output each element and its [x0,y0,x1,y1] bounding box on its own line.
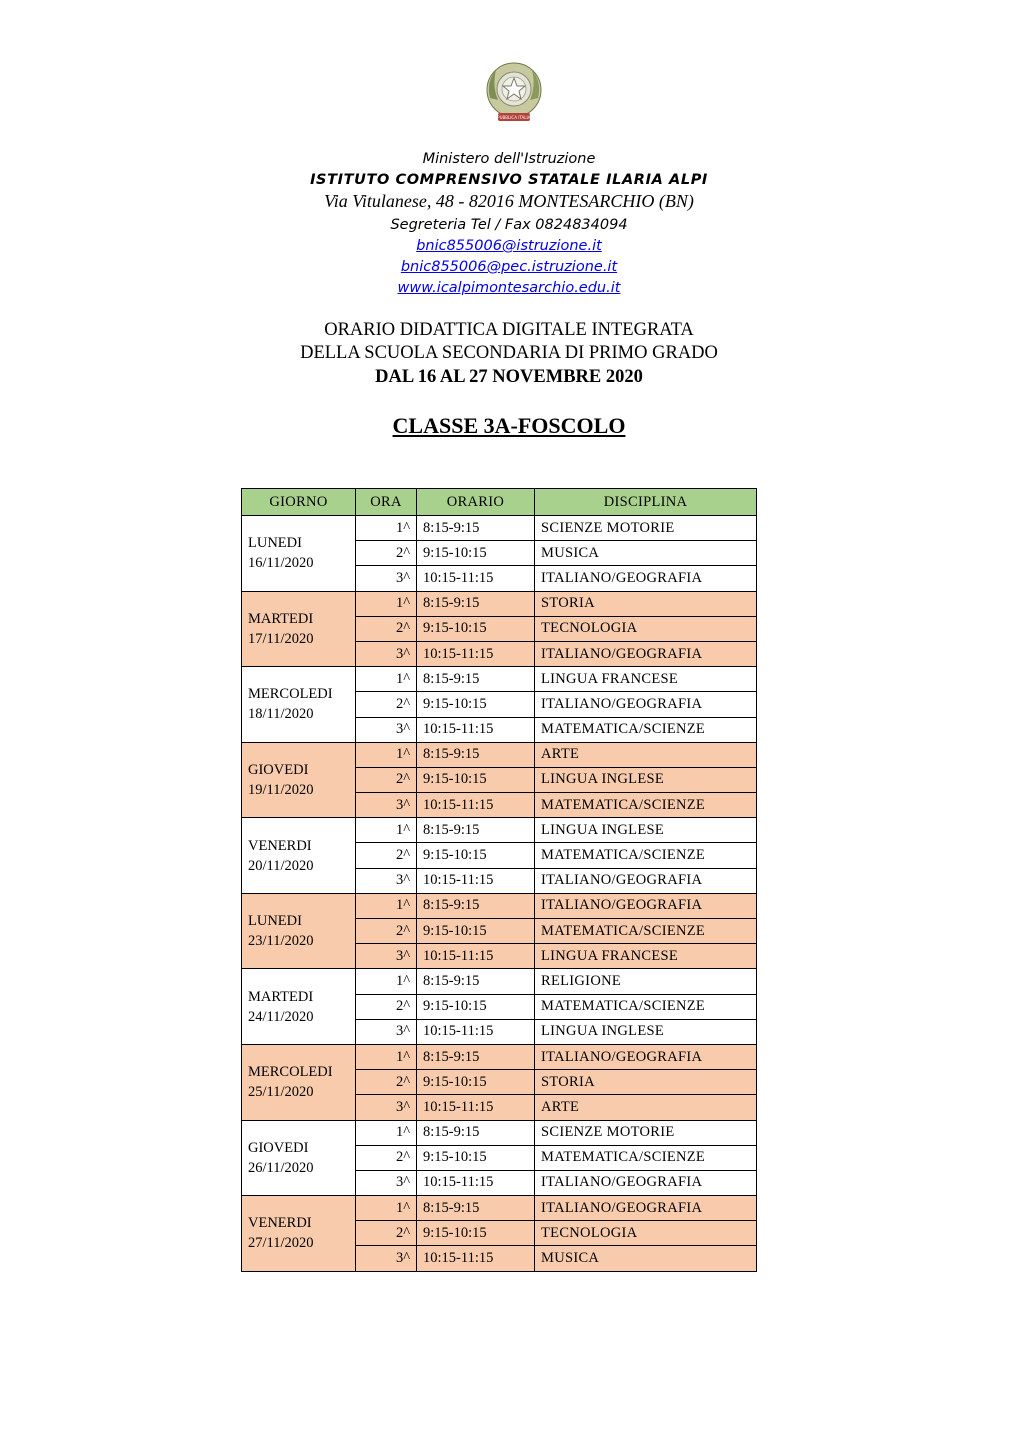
day-name: GIOVEDI [248,1139,309,1156]
lesson-time: 9:15-10:15 [417,1070,535,1095]
day-cell [242,667,356,743]
lesson-period: 1^ [356,969,417,994]
lesson-time: 9:15-10:15 [417,1145,535,1170]
lesson-subject: ITALIANO/GEOGRAFIA [535,1044,757,1069]
lesson-time: 10:15-11:15 [417,717,535,742]
lesson-subject: TECNOLOGIA [535,1221,757,1246]
lesson-period: 1^ [356,1044,417,1069]
lesson-period: 2^ [356,1221,417,1246]
lesson-period: 1^ [356,1196,417,1221]
table-row [242,818,757,843]
lesson-period: 3^ [356,1170,417,1195]
day-name: LUNEDI [248,913,302,930]
lesson-period: 3^ [356,1095,417,1120]
lesson-time: 10:15-11:15 [417,1246,535,1271]
lesson-subject: LINGUA INGLESE [535,767,757,792]
lesson-time: 10:15-11:15 [417,944,535,969]
document-title-line1: ORARIO DIDATTICA DIGITALE INTEGRATA [324,320,694,340]
table-row [242,667,757,692]
lesson-period: 2^ [356,616,417,641]
day-cell [242,591,356,667]
lesson-period: 2^ [356,843,417,868]
lesson-subject: LINGUA INGLESE [535,1019,757,1044]
lesson-period: 3^ [356,944,417,969]
lesson-time: 10:15-11:15 [417,1170,535,1195]
lesson-period: 2^ [356,1070,417,1095]
document-title-line2: DELLA SCUOLA SECONDARIA DI PRIMO GRADO [300,343,718,363]
lesson-time: 8:15-9:15 [417,1044,535,1069]
lesson-period: 2^ [356,1145,417,1170]
lesson-time: 10:15-11:15 [417,1019,535,1044]
lesson-subject: MATEMATICA/SCIENZE [535,793,757,818]
class-title: CLASSE 3A-FOSCOLO [392,413,626,438]
lesson-period: 2^ [356,692,417,717]
lesson-time: 10:15-11:15 [417,868,535,893]
school-address: Via Vitulanese, 48 - 82016 MONTESARCHIO (BN) [324,191,694,211]
day-cell [242,893,356,969]
lesson-time: 9:15-10:15 [417,994,535,1019]
lesson-subject: ITALIANO/GEOGRAFIA [535,692,757,717]
lesson-subject: ITALIANO/GEOGRAFIA [535,893,757,918]
lesson-period: 3^ [356,868,417,893]
day-cell [242,742,356,818]
lesson-period: 1^ [356,667,417,692]
table-header-row [242,489,757,516]
day-name: VENERDI [248,1215,312,1232]
lesson-period: 3^ [356,1246,417,1271]
table-row [242,1196,757,1221]
header-disciplina: DISCIPLINA [535,489,757,516]
day-cell [242,516,356,592]
table-row [242,1120,757,1145]
lesson-subject: STORIA [535,1070,757,1095]
table-row [242,516,757,541]
lesson-period: 3^ [356,566,417,591]
header-ora: ORA [356,489,417,516]
day-cell [242,969,356,1045]
lesson-subject: RELIGIONE [535,969,757,994]
lesson-time: 8:15-9:15 [417,818,535,843]
lesson-time: 8:15-9:15 [417,1120,535,1145]
lesson-period: 2^ [356,767,417,792]
lesson-subject: ITALIANO/GEOGRAFIA [535,1196,757,1221]
lesson-time: 8:15-9:15 [417,1196,535,1221]
lesson-subject: LINGUA FRANCESE [535,944,757,969]
day-cell [242,1196,356,1272]
lesson-time: 9:15-10:15 [417,541,535,566]
lesson-subject: TECNOLOGIA [535,616,757,641]
lesson-time: 10:15-11:15 [417,566,535,591]
lesson-subject: ITALIANO/GEOGRAFIA [535,1170,757,1195]
lesson-subject: SCIENZE MOTORIE [535,1120,757,1145]
day-name: MARTEDI [248,988,314,1005]
lesson-subject: ARTE [535,742,757,767]
table-row [242,591,757,616]
lesson-period: 2^ [356,994,417,1019]
lesson-time: 9:15-10:15 [417,767,535,792]
day-date: 27/11/2020 [248,1235,314,1252]
lesson-time: 8:15-9:15 [417,516,535,541]
lesson-period: 2^ [356,919,417,944]
lesson-period: 1^ [356,893,417,918]
pec-email-link[interactable]: bnic855006@pec.istruzione.it [400,259,618,275]
lesson-time: 9:15-10:15 [417,919,535,944]
day-cell [242,818,356,894]
lesson-time: 10:15-11:15 [417,1095,535,1120]
lesson-period: 1^ [356,1120,417,1145]
lesson-time: 8:15-9:15 [417,591,535,616]
table-row [242,969,757,994]
day-date: 19/11/2020 [248,781,314,798]
lesson-period: 1^ [356,742,417,767]
lesson-period: 3^ [356,793,417,818]
lesson-time: 8:15-9:15 [417,742,535,767]
header-orario: ORARIO [417,489,535,516]
lesson-subject: ARTE [535,1095,757,1120]
lesson-subject: LINGUA FRANCESE [535,667,757,692]
lesson-subject: MATEMATICA/SCIENZE [535,994,757,1019]
lesson-subject: MATEMATICA/SCIENZE [535,717,757,742]
day-date: 25/11/2020 [248,1084,314,1101]
day-name: MERCOLEDI [248,1064,333,1081]
lesson-time: 9:15-10:15 [417,692,535,717]
lesson-period: 1^ [356,818,417,843]
lesson-time: 10:15-11:15 [417,641,535,666]
day-name: VENERDI [248,837,312,854]
lesson-time: 8:15-9:15 [417,969,535,994]
day-date: 18/11/2020 [248,706,314,723]
schedule-table [241,488,757,1272]
lesson-subject: MUSICA [535,1246,757,1271]
table-row [242,742,757,767]
day-cell [242,1120,356,1196]
school-name: ISTITUTO COMPRENSIVO STATALE ILARIA ALPI [310,172,708,188]
lesson-subject: ITALIANO/GEOGRAFIA [535,641,757,666]
day-name: MERCOLEDI [248,686,333,703]
emblem-inscription: REPUBBLICA ITALIANA [491,115,537,120]
day-date: 23/11/2020 [248,933,314,950]
day-date: 24/11/2020 [248,1008,314,1025]
lesson-subject: MATEMATICA/SCIENZE [535,843,757,868]
lesson-time: 9:15-10:15 [417,843,535,868]
lesson-subject: ITALIANO/GEOGRAFIA [535,868,757,893]
document-title-dates: DAL 16 AL 27 NOVEMBRE 2020 [375,367,643,387]
lesson-time: 8:15-9:15 [417,893,535,918]
table-row [242,1044,757,1069]
school-telephone: Segreteria Tel / Fax 0824834094 [390,217,628,233]
lesson-subject: LINGUA INGLESE [535,818,757,843]
italian-republic-emblem-icon [482,60,546,126]
lesson-period: 3^ [356,641,417,666]
day-date: 26/11/2020 [248,1159,314,1176]
lesson-period: 3^ [356,1019,417,1044]
lesson-time: 8:15-9:15 [417,667,535,692]
lesson-subject: MUSICA [535,541,757,566]
lesson-subject: STORIA [535,591,757,616]
lesson-subject: MATEMATICA/SCIENZE [535,1145,757,1170]
lesson-subject: MATEMATICA/SCIENZE [535,919,757,944]
lesson-time: 10:15-11:15 [417,793,535,818]
day-date: 16/11/2020 [248,555,314,572]
lesson-subject: SCIENZE MOTORIE [535,516,757,541]
lesson-period: 1^ [356,516,417,541]
day-date: 17/11/2020 [248,630,314,647]
table-row [242,893,757,918]
day-date: 20/11/2020 [248,857,314,874]
lesson-period: 3^ [356,717,417,742]
lesson-period: 1^ [356,591,417,616]
day-name: MARTEDI [248,610,314,627]
lesson-time: 9:15-10:15 [417,1221,535,1246]
lesson-subject: ITALIANO/GEOGRAFIA [535,566,757,591]
website-link[interactable]: www.icalpimontesarchio.edu.it [397,280,621,296]
header-giorno: GIORNO [242,489,356,516]
day-name: LUNEDI [248,535,302,552]
day-cell [242,1044,356,1120]
day-name: GIOVEDI [248,761,309,778]
lesson-period: 2^ [356,541,417,566]
email-link[interactable]: bnic855006@istruzione.it [416,238,602,254]
lesson-time: 9:15-10:15 [417,616,535,641]
ministry-name: Ministero dell'Istruzione [422,151,596,167]
